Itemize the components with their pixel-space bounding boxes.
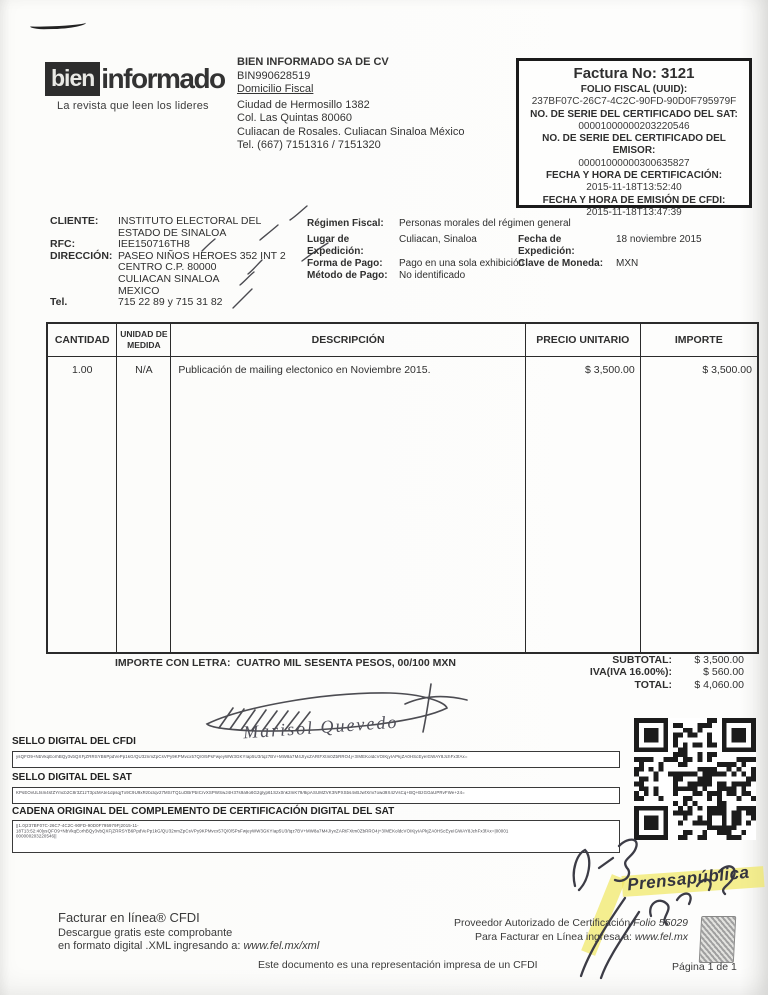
footer-fel-text: Para Facturar en Línea ingresa a: (474, 931, 635, 943)
sello-sat-box (12, 787, 620, 804)
direccion-line4: MEXICO (118, 284, 160, 297)
handwritten-numbers-scribble (555, 828, 768, 978)
footer-pac-block (454, 916, 688, 944)
vendor-address-3: Culiacan de Rosales. Culiacan Sinaloa México (237, 125, 465, 138)
regimen-value: Personas morales del régimen general (399, 218, 571, 229)
regimen-label: Régimen Fiscal: (307, 218, 384, 229)
sello-cfdi-box (12, 751, 620, 768)
header-unidad: UNIDAD DE MEDIDA (117, 324, 170, 357)
scan-artifact-dash (30, 19, 86, 30)
col-importe (641, 324, 757, 652)
handwritten-word-prensapublica: Prensapública (626, 862, 751, 895)
header-cantidad: CANTIDAD (48, 324, 116, 357)
header-descripcion: DESCRIPCIÓN (171, 324, 525, 357)
metodo-label: Método de Pago: (307, 270, 388, 281)
direccion-line1: PASEO NIÑOS HEROES 352 INT 2 (118, 249, 286, 262)
cfdi-datetime-label: FECHA Y HORA DE EMISIÓN DE CFDI: (542, 194, 726, 206)
factura-box (516, 58, 752, 218)
cell-precio-unitario: $ 3,500.00 (585, 364, 635, 376)
vendor-info (237, 56, 464, 153)
sat-serial-label: NO. DE SERIE DEL CERTIFICADO DEL SAT: (530, 108, 738, 120)
iva-label: IVA(IVA 16.00%): (589, 666, 672, 679)
footer-facturar-title: Facturar en línea® CFDI (58, 910, 200, 925)
moneda-label: Clave de Moneda: (518, 258, 604, 269)
footer-xml-url: www.fel.mx/xml (243, 940, 320, 952)
footer-formato (58, 940, 319, 952)
cert-datetime-label: FECHA Y HORA DE CERTIFICACIÓN: (545, 170, 723, 182)
footer-cfdi-note: Este documento es una representación impresa de un CFDI (258, 959, 538, 971)
cliente-label: CLIENTE: (50, 215, 99, 227)
col-cantidad (48, 324, 117, 652)
direccion-line2: CENTRO C.P. 80000 (118, 261, 217, 274)
totals-block (520, 654, 744, 691)
total-label: TOTAL: (634, 678, 672, 691)
cert-datetime-value: 2015-11-18T13:52:40 (586, 182, 682, 194)
cliente-name-line1: INSTITUTO ELECTORAL DEL (118, 215, 262, 227)
rfc-label: RFC: (50, 238, 76, 251)
footer-formato-text: en formato digital .XML ingresando a: (58, 940, 244, 952)
footer-fel-url: www.fel.mx (634, 931, 688, 943)
vendor-address-2: Col. Las Quintas 80060 (237, 112, 352, 124)
lugar-label: Lugar de Expedición: (307, 234, 364, 257)
col-precio-unitario (526, 324, 641, 652)
cadena-original-value: ||1.0|237BF07C-26C7-4C2C-90FD-90D0F795979F|2015-11- 18T13:52:40|ysQFO9+NbVkqEorhBQy3vbQXFjZRRSYB6PpdVePp1kG/QU32nmZpCsVPy9KPMvcx57Q/0/5PsFwjeyWW3GKYIap5U3/tqz7BV+MW8a7M4JIyxZARtFXtm0ZbRRO4j+3/MEKoldcVOIKjyIAPkjZA0HScEyeIGWAY8JchFx3fAx=|00001 000000203220546|| (16, 824, 509, 839)
emisor-serial-value: 00001000000300635827 (578, 157, 690, 169)
lugar-value: Culiacan, Sinaloa (399, 234, 477, 245)
forma-value: Pago en una sola exhibición (399, 258, 525, 269)
sello-cfdi-label: SELLO DIGITAL DEL CFDI (12, 736, 136, 747)
cliente-name-line2: ESTADO DE SINALOA (118, 226, 227, 239)
cell-descripcion: Publicación de mailing electonico en Noviembre 2015. (178, 364, 431, 376)
direccion-label: DIRECCIÓN: (50, 249, 113, 262)
forma-label: Forma de Pago: (307, 258, 383, 269)
metodo-value: No identificado (399, 270, 466, 281)
vendor-logo (45, 62, 225, 96)
iva-value: $ 560.00 (703, 666, 744, 679)
cfdi-datetime-value: 2015-11-18T13:47:39 (586, 206, 682, 218)
items-table (46, 322, 759, 654)
factura-number: Factura No: 3121 (573, 65, 695, 82)
uuid-value: 237BF07C-26C7-4C2C-90FD-90D0F795979F (531, 96, 737, 108)
importe-con-letra-label: IMPORTE CON LETRA: (115, 657, 231, 669)
col-unidad (117, 324, 171, 652)
pac-stamp-icon (699, 916, 737, 963)
vendor-logo-informado: informado (101, 63, 225, 94)
fecha-expedicion-value: 18 noviembre 2015 (616, 234, 702, 245)
footer-descargue: Descargue gratis este comprobante (58, 927, 233, 939)
emisor-serial-label: NO. DE SERIE DEL CERTIFICADO DEL EMISOR: (542, 133, 726, 157)
footer-pac-text: Proveedor Autorizado de Certificación (453, 917, 634, 929)
sat-serial-value: 00001000000203220546 (578, 120, 690, 132)
col-descripcion (171, 324, 526, 652)
vendor-rfc: BIN990628519 (237, 69, 311, 82)
cadena-original-box (12, 820, 620, 853)
rfc-value: IEE150716TH8 (118, 238, 190, 251)
fecha-expedicion-label: Fecha de Expedición: (518, 234, 575, 257)
sello-sat-label: SELLO DIGITAL DEL SAT (12, 772, 132, 783)
vendor-tagline: La revista que leen los lideres (57, 100, 209, 112)
sello-sat-value: KPsEOvULtsm4sfZYmcb2C8r3Z1zT3pcMAte1dpsqjTx9C9U9xRzbclqv27MSrTQ1uOBrPbICrvXSPWSwJ4H37s9a9o6G2glyp61Szx0nk2mK79/8ipASUMZVK3NPXSbs4vBJwfXmi7owd9X4zVsCq+BQ+BzGGaUPRvFWe+24= (16, 791, 465, 796)
vendor-logo-bien: bien (45, 62, 100, 96)
importe-con-letra (115, 657, 456, 669)
cadena-original-label: CADENA ORIGINAL DEL COMPLEMENTO DE CERTIFICACIÓN DIGITAL DEL SAT (12, 806, 395, 817)
signature-name: Marisol Quevedo (242, 711, 399, 743)
importe-con-letra-value: CUATRO MIL SESENTA PESOS, 00/100 MXN (236, 657, 456, 669)
subtotal-value: $ 3,500.00 (694, 654, 744, 666)
vendor-name: BIEN INFORMADO SA DE CV (237, 56, 389, 68)
uuid-label: FOLIO FISCAL (UUID): (580, 84, 688, 95)
cell-unidad: N/A (135, 364, 153, 376)
vendor-phone: Tel. (667) 7151316 / 7151320 (237, 139, 381, 151)
tel-label: Tel. (50, 296, 68, 309)
cell-cantidad: 1.00 (72, 364, 93, 376)
qr-code-icon (634, 718, 756, 840)
fiscal-right-block (518, 234, 702, 270)
header-importe: IMPORTE (641, 324, 757, 357)
footer-pac-folio: Folio 55029 (633, 917, 688, 929)
vendor-fiscal-label: Domicilio Fiscal (237, 83, 314, 95)
moneda-value: MXN (616, 258, 639, 269)
page-number: Página 1 de 1 (672, 961, 737, 973)
tel-value: 715 22 89 y 715 31 82 (118, 296, 223, 309)
sello-cfdi-value: ysQFO9+NbVkqEorhBQy3vbQXFjZRRSYB6PpdVePp1kG/QU32nmZpCsVPy9KPMvcx57Q/0/5PsFwjeyWW3GKYIap5U3/tqz7BV+MW8a7M4JIyxZARtFXtm0ZbRRO4j+3/MEKoldcVOIKjyIAPkjZA0HScEyeIGWAY8JchFx3fAx= (16, 755, 468, 760)
subtotal-label: SUBTOTAL: (612, 654, 672, 666)
total-value: $ 4,060.00 (694, 678, 744, 691)
vendor-address-1: Ciudad de Hermosillo 1382 (237, 98, 370, 111)
cell-importe: $ 3,500.00 (702, 364, 752, 376)
header-precio-unitario: PRECIO UNITARIO (526, 324, 640, 357)
direccion-line3: CULIACAN SINALOA (118, 272, 220, 285)
